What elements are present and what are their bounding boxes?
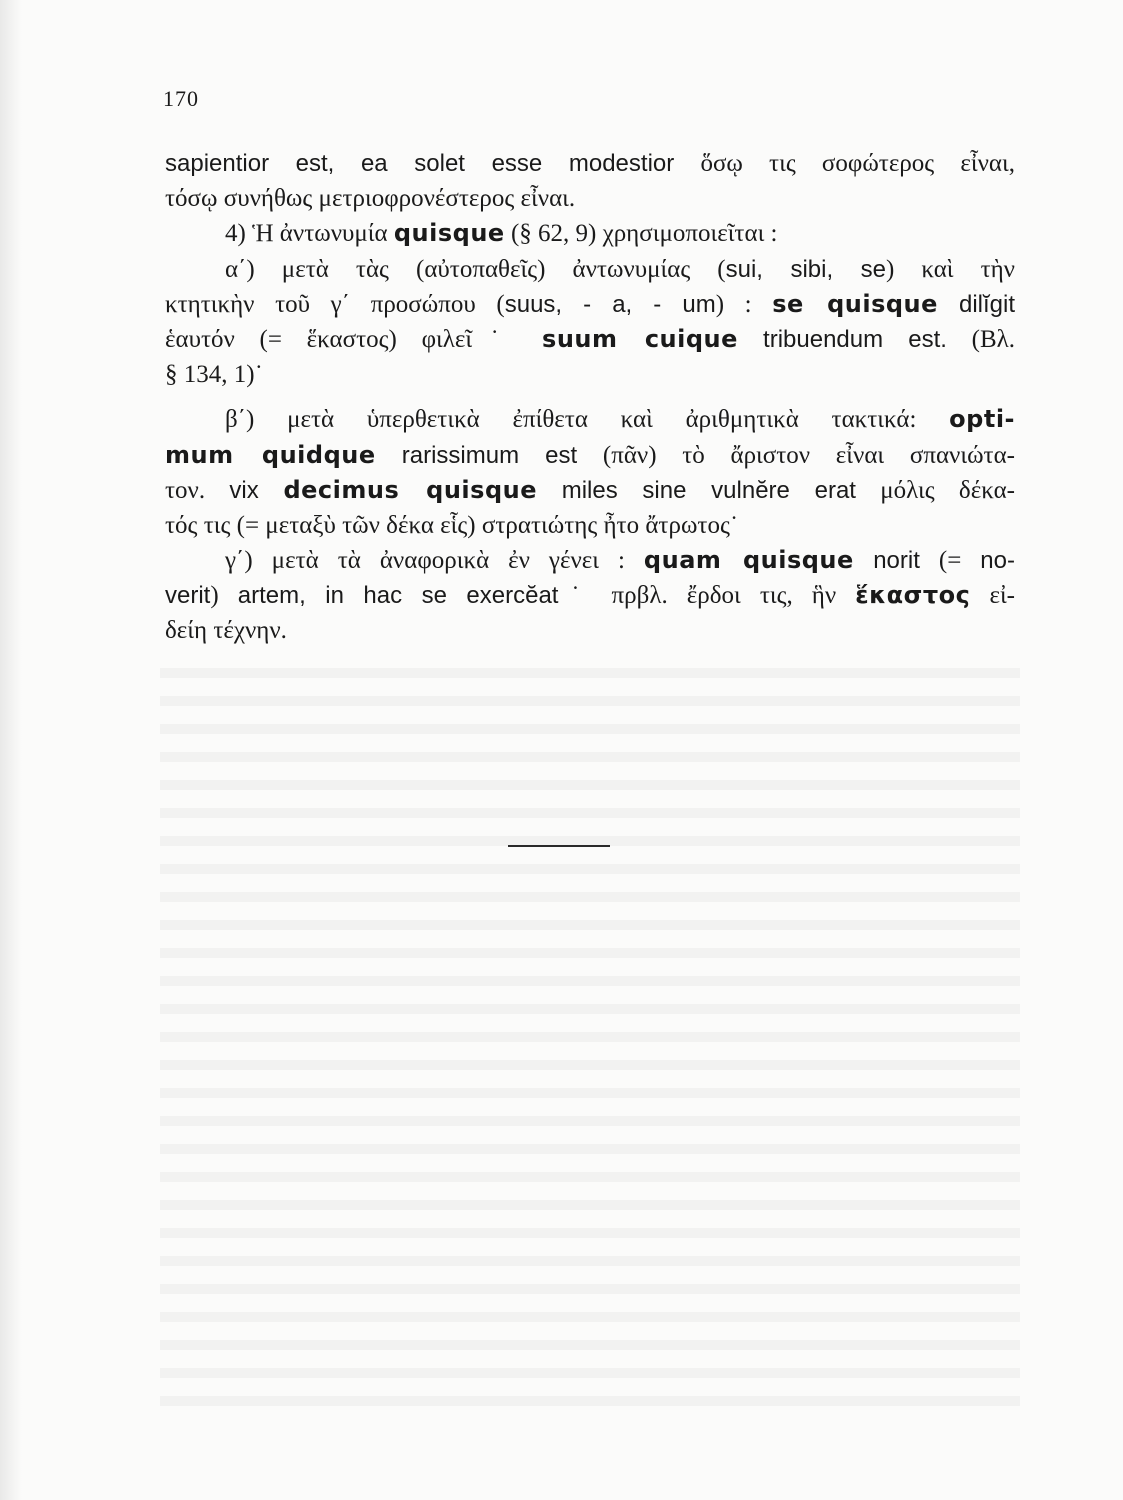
bold-term: ἕκαστος [855, 581, 971, 610]
reverse-side-bleed-through [160, 650, 1020, 1410]
text-line [165, 613, 1015, 648]
greek-text: δείη τέχνην. [165, 617, 287, 645]
greek-text: ) : [715, 290, 773, 318]
latin-text: tribuendum est. [737, 325, 947, 353]
greek-text: β΄) μετὰ ὑπερθετικὰ ἐπίθετα καὶ ἀριθμητικὰ τακτικά: [225, 406, 950, 434]
section-end-rule [508, 845, 610, 847]
greek-text: ) [210, 582, 238, 610]
text-line-subitem-b [165, 402, 1015, 437]
bold-term: decimus quisque [283, 475, 537, 504]
bold-term: suum cuique [542, 324, 738, 353]
greek-text: (Βλ. [946, 325, 1016, 353]
bold-term: quisque [393, 219, 505, 248]
bold-term: mum quidque [165, 440, 376, 469]
text-line [165, 181, 1015, 216]
greek-text: § 134, 1)˙ [165, 361, 263, 389]
text-line [165, 287, 1015, 322]
greek-text: ὅσῳ τις σοφώτερος εἶναι, [674, 150, 1015, 177]
greek-text: ˙ πρβλ. ἔρδοι τις, ἣν [558, 582, 856, 610]
greek-text: ἑαυτόν (= ἕκαστος) φιλεῖ˙ [165, 325, 543, 353]
bold-term: opti- [949, 405, 1015, 434]
latin-text: sapientior est, ea solet esse modestior [165, 150, 675, 177]
text-line-subitem-c [165, 543, 1015, 578]
latin-text: dilĭgit [937, 290, 1015, 318]
latin-text: vix [229, 476, 284, 504]
greek-text: (πᾶν) τὸ ἄριστον εἶναι σπανιώτα- [577, 441, 1015, 469]
greek-text: τόσῳ συνήθως μετριοφρονέστερος εἶναι. [165, 185, 576, 213]
greek-text: ) καὶ τὴν [885, 255, 1015, 283]
greek-text: (§ 62, 9) χρησιμοποιεῖται : [504, 220, 778, 248]
latin-text: verit [165, 582, 211, 610]
text-line [165, 357, 1015, 392]
page-number: 170 [163, 86, 199, 111]
text-line [165, 508, 1015, 543]
latin-text: sui, sibi, se [725, 255, 886, 283]
page-edge-shadow [0, 0, 22, 1500]
body-text [165, 146, 1015, 649]
text-line-item-4 [165, 216, 1015, 251]
text-line-subitem-a [165, 252, 1015, 287]
greek-text: 4) Ἡ ἀντωνυμία [225, 220, 394, 248]
latin-text: artem, in hac se exercĕat [237, 582, 559, 610]
latin-text: rarissimum est [375, 441, 578, 469]
text-line [165, 438, 1015, 473]
text-line [165, 322, 1015, 357]
greek-text: τον. [165, 476, 230, 504]
text-line [165, 578, 1015, 613]
latin-text: suus, - a, - um [504, 290, 716, 318]
latin-text: miles sine vulnĕre erat [536, 476, 856, 504]
latin-text: no- [980, 547, 1015, 575]
greek-text: α΄) μετὰ τὰς (αὐτοπαθεῖς) ἀντωνυμίας ( [225, 255, 726, 283]
greek-text: εἰ- [970, 582, 1015, 610]
greek-text: μόλις δέκα- [855, 476, 1015, 504]
text-line [165, 146, 1015, 181]
greek-text: κτητικὴν τοῦ γ΄ προσώπου ( [165, 290, 505, 318]
greek-text: (= [919, 547, 981, 575]
greek-text: γ΄) μετὰ τὰ ἀναφορικὰ ἐν γένει : [225, 547, 644, 575]
latin-text: norit [853, 547, 920, 575]
greek-text: τός τις (= μεταξὺ τῶν δέκα εἷς) στρατιώτης ἦτο ἄτρωτος˙ [165, 511, 739, 539]
bold-term: quam quisque [643, 546, 854, 575]
text-line [165, 473, 1015, 508]
bold-term: se quisque [772, 289, 938, 318]
